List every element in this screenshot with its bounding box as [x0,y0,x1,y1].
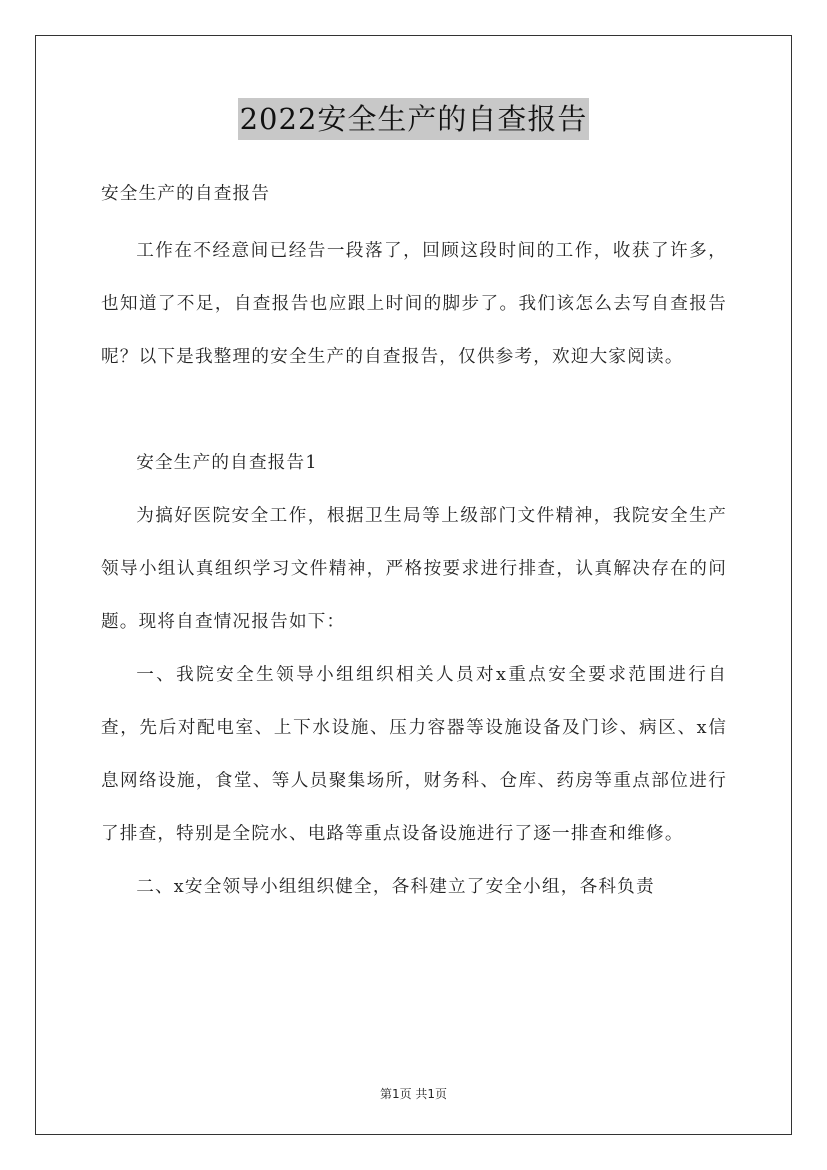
document-title: 2022安全生产的自查报告 [238,98,590,140]
body-paragraph: 二、x安全领导小组组织健全，各科建立了安全小组，各科负责 [136,877,655,897]
body-paragraph: 一、我院安全生领导小组组织相关人员对x重点安全要求范围进行自查，先后对配电室、上下水设施、压力容器等设施设备及门诊、病区、x信息网络设施，食堂、等人员聚集场所，财务科、仓库、药房等重点部位进行了排查，特别是全院水、电路等重点设备设施进行了逐一排查和维修。 [101,665,727,844]
intro-paragraph: 工作在不经意间已经告一段落了，回顾这段时间的工作，收获了许多，也知道了不足，自查报告也应跟上时间的脚步了。我们该怎么去写自查报告呢？以下是我整理的安全生产的自查报告，仅供参考，欢迎大家阅读。 [101,241,727,367]
body-paragraph: 为搞好医院安全工作，根据卫生局等上级部门文件精神，我院安全生产领导小组认真组织学习文件精神，严格按要求进行排查，认真解决存在的问题。现将自查情况报告如下： [101,506,727,632]
document-body [101,225,727,914]
document-subtitle: 安全生产的自查报告 [101,184,271,204]
page-footer: 第1页 共1页 [379,1087,448,1101]
title-container [0,98,827,140]
section-heading: 安全生产的自查报告1 [136,453,318,473]
